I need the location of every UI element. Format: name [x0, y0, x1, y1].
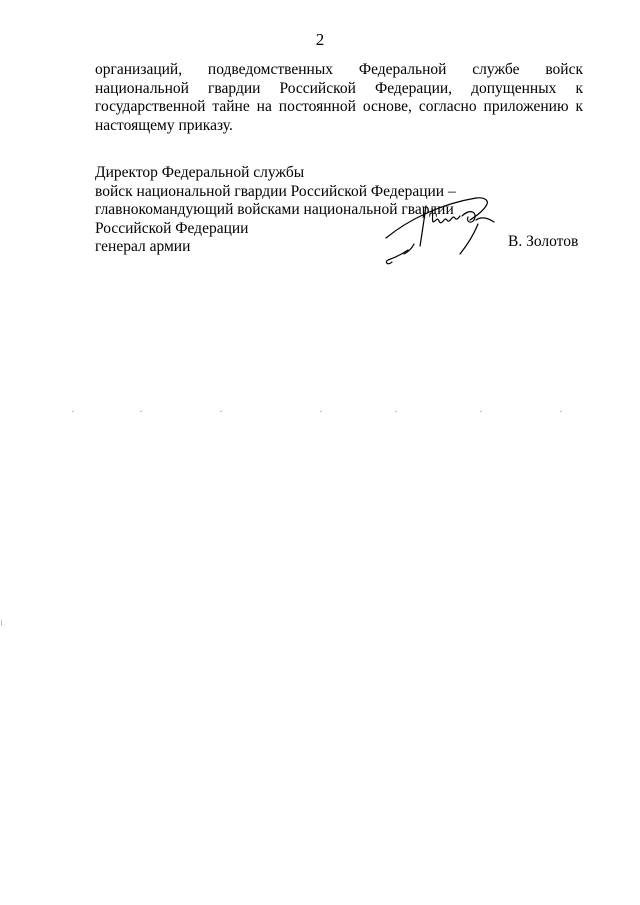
position-line-5: генерал армии [95, 238, 191, 255]
position-line-3: главнокомандующий войсками национальной гвардии [95, 201, 454, 218]
position-line-2: войск национальной гвардии Российской Федерации – [95, 182, 456, 200]
scan-speck [72, 411, 74, 412]
position-line-1: Директор Федеральной службы [95, 164, 305, 181]
body-paragraph-text: организаций, подведомственных Федеральной службе войск национальной гвардии Российской Федерации, допущенных к государственной тайне на постоянной основе, согласно приложению к настоящему приказу. [95, 61, 583, 134]
scan-speck [560, 411, 562, 412]
scan-speck [320, 411, 322, 412]
handwritten-signature [378, 186, 498, 268]
body-paragraph [95, 61, 583, 135]
position-line-4: Российской Федерации [95, 219, 249, 237]
scan-speck [220, 411, 222, 412]
scan-speck [480, 411, 482, 412]
page-number: 2 [315, 30, 325, 49]
signatory-name: В. Золотов [508, 233, 579, 250]
scan-speck [395, 411, 397, 412]
scan-speck [1, 620, 2, 626]
scan-speck [140, 411, 142, 412]
